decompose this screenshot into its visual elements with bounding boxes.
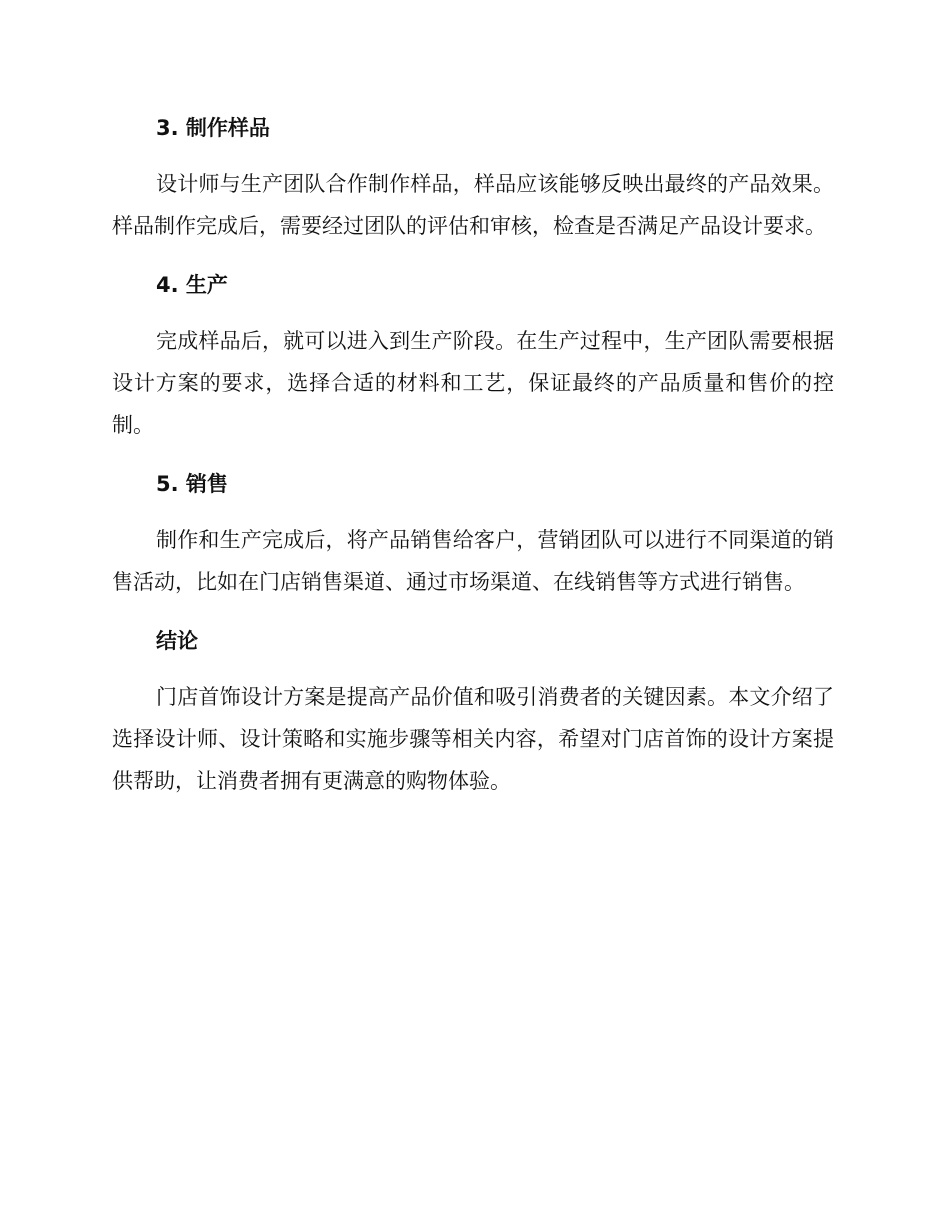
section-body-sales: 制作和生产完成后，将产品销售给客户，营销团队可以进行不同渠道的销售活动，比如在门店销售渠道、通过市场渠道、在线销售等方式进行销售。 — [112, 528, 834, 594]
section-heading-production: 4. 生产 — [156, 273, 228, 297]
document-content — [112, 108, 834, 820]
section-heading-conclusion: 结论 — [156, 629, 198, 653]
section-body-conclusion: 门店首饰设计方案是提高产品价值和吸引消费者的关键因素。本文介绍了选择设计师、设计策略和实施步骤等相关内容，希望对门店首饰的设计方案提供帮助，让消费者拥有更满意的购物体验。 — [112, 685, 834, 793]
section-heading-sales: 5. 销售 — [156, 472, 228, 496]
section-body-make-sample: 设计师与生产团队合作制作样品，样品应该能够反映出最终的产品效果。样品制作完成后，需要经过团队的评估和审核，检查是否满足产品设计要求。 — [112, 172, 834, 238]
section-heading-make-sample: 3. 制作样品 — [156, 116, 270, 140]
section-body-production: 完成样品后，就可以进入到生产阶段。在生产过程中，生产团队需要根据设计方案的要求，选择合适的材料和工艺，保证最终的产品质量和售价的控制。 — [112, 329, 834, 437]
